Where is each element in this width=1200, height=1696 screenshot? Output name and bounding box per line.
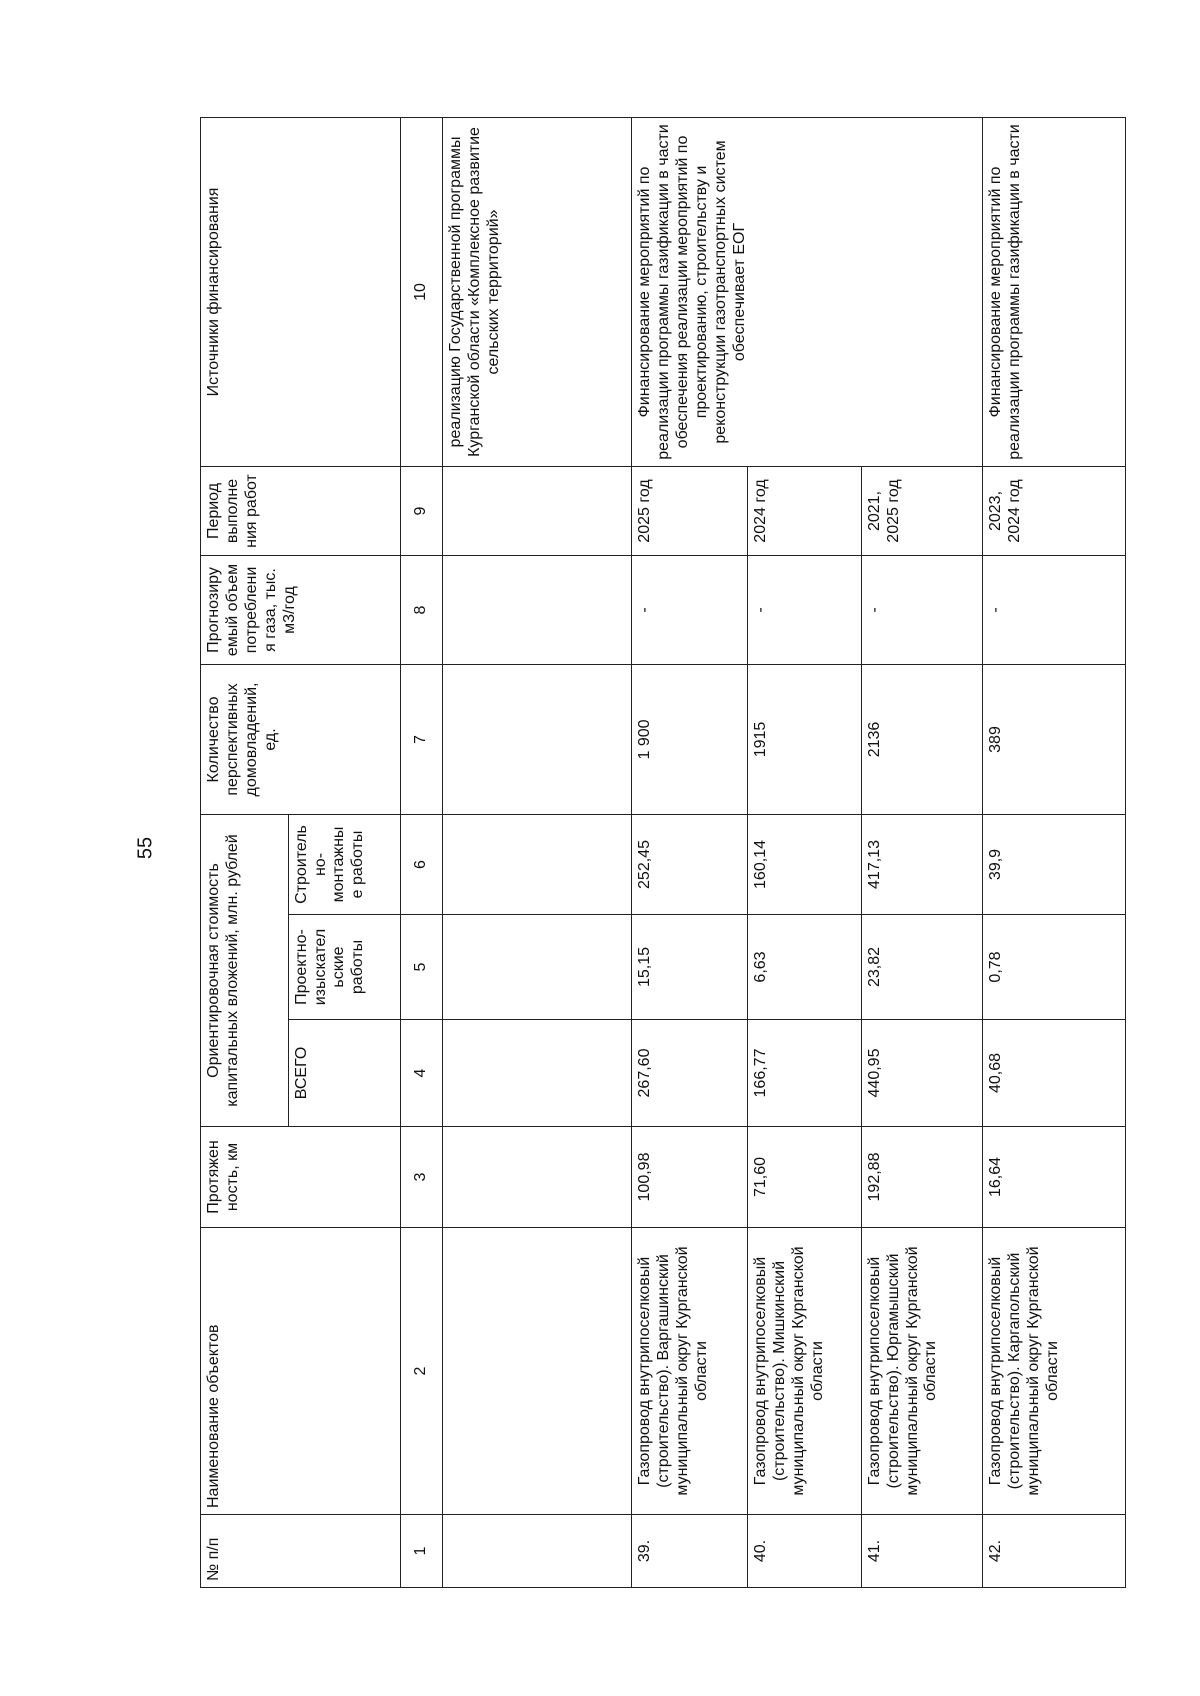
object-name: Газопровод внутрипоселковый (строительство). Мишкинский муниципальный округ Курганской области (748, 1228, 862, 1515)
header-col-num: № п/п (201, 1515, 401, 1588)
source-financing: Финансирование мероприятий по реализации программы газификации в части обеспечения реализации мероприятий по проектированию, строительству и реконструкции газотранспортных систем обеспечивает ЕОГ (632, 117, 983, 466)
index-cell: 3 (401, 1127, 443, 1228)
length-value: 192,88 (861, 1127, 982, 1228)
index-cell: 6 (401, 814, 443, 914)
index-cell: 4 (401, 1020, 443, 1127)
design-value: 6,63 (748, 915, 862, 1020)
period-value: 2024 год (748, 466, 862, 555)
design-value: 23,82 (861, 915, 982, 1020)
construction-value: 39,9 (982, 814, 1125, 914)
period-value: 2025 год (632, 466, 748, 555)
length-value: 71,60 (748, 1127, 862, 1228)
index-cell: 5 (401, 915, 443, 1020)
gas-value: - (748, 555, 862, 664)
row-number: 41. (861, 1515, 982, 1588)
households-value: 389 (982, 664, 1125, 814)
index-cell: 7 (401, 664, 443, 814)
investment-table (200, 117, 1126, 1588)
header-col-design: Проектно- изыскател ьские работы (288, 915, 401, 1020)
object-name: Газопровод внутрипоселковый (строительство). Варгашинский муниципальный округ Курганской области (632, 1228, 748, 1515)
row-number: 42. (982, 1515, 1125, 1588)
total-value: 40,68 (982, 1020, 1125, 1127)
column-index-row (401, 117, 443, 1587)
header-col-period: Период выполне ния работ (201, 466, 401, 555)
row-number: 39. (632, 1515, 748, 1588)
index-cell: 1 (401, 1515, 443, 1588)
total-value: 267,60 (632, 1020, 748, 1127)
gas-value: - (861, 555, 982, 664)
source-continuation: реализацию Государственной программы Курганской области «Комплексное развитие сельских территорий» (443, 117, 632, 466)
construction-value: 417,13 (861, 814, 982, 914)
page-number: 55 (134, 836, 157, 860)
design-value: 0,78 (982, 915, 1125, 1020)
index-cell: 2 (401, 1228, 443, 1515)
period-value: 2021, 2025 год (861, 466, 982, 555)
design-value: 15,15 (632, 915, 748, 1020)
index-cell: 8 (401, 555, 443, 664)
index-cell: 10 (401, 117, 443, 466)
header-col-length: Протяжен ность, км (201, 1127, 401, 1228)
index-cell: 9 (401, 466, 443, 555)
row-number: 40. (748, 1515, 862, 1588)
rotated-table-container (200, 118, 1126, 1588)
header-col-cost: Ориентировочная стоимость капитальных вложений, млн. рублей (201, 814, 289, 1126)
header-col-gas: Прогнозиру емый объем потреблени я газа, тыс. м3/год (201, 555, 401, 664)
header-col-construction: Строитель но- монтажны е работы (288, 814, 401, 914)
object-name: Газопровод внутрипоселковый (строительство). Каргапольский муниципальный округ Курганской области (982, 1228, 1125, 1515)
header-col-name: Наименование объектов (201, 1228, 401, 1515)
header-row-1 (201, 117, 289, 1587)
length-value: 16,64 (982, 1127, 1125, 1228)
table-row (982, 117, 1125, 1587)
header-col-households: Количество перспективных домовладений, ед. (201, 664, 401, 814)
construction-value: 252,45 (632, 814, 748, 914)
total-value: 440,95 (861, 1020, 982, 1127)
length-value: 100,98 (632, 1127, 748, 1228)
total-value: 166,77 (748, 1020, 862, 1127)
header-col-total: ВСЕГО (288, 1020, 401, 1127)
source-financing: Финансирование мероприятий по реализации программы газификации в части (982, 117, 1125, 466)
households-value: 1915 (748, 664, 862, 814)
period-value: 2023, 2024 год (982, 466, 1125, 555)
construction-value: 160,14 (748, 814, 862, 914)
gas-value: - (982, 555, 1125, 664)
table-row (632, 117, 748, 1587)
households-value: 1 900 (632, 664, 748, 814)
gas-value: - (632, 555, 748, 664)
continuation-row (443, 117, 632, 1587)
object-name: Газопровод внутрипоселковый (строительство). Юргамышский муниципальный округ Курганской области (861, 1228, 982, 1515)
households-value: 2136 (861, 664, 982, 814)
header-col-source: Источники финансирования (201, 117, 401, 466)
